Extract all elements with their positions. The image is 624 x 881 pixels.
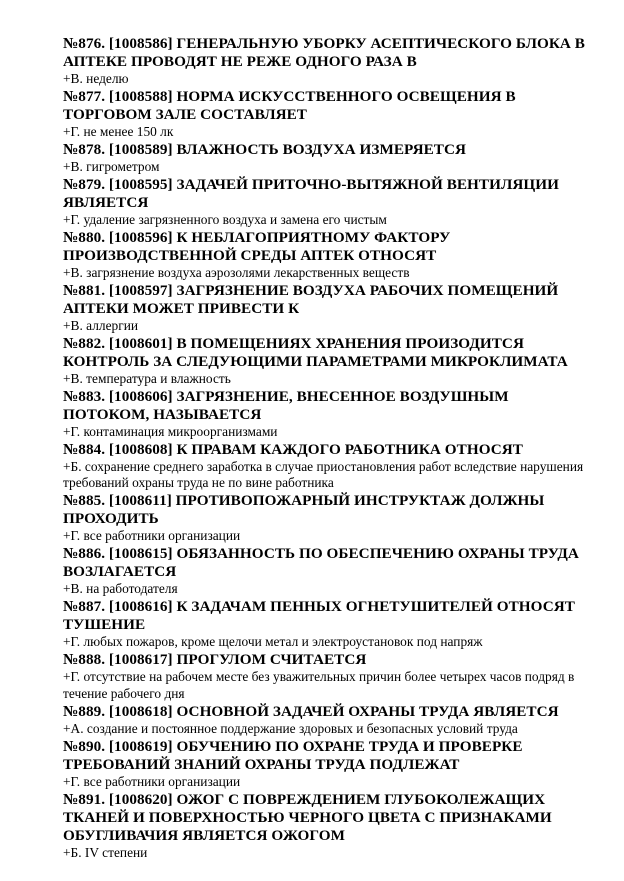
question-title: №889. [1008618] ОСНОВНОЙ ЗАДАЧЕЙ ОХРАНЫ ТРУДА ЯВЛЯЕТСЯ	[63, 702, 559, 720]
question-878	[63, 141, 594, 175]
question-answer: +В. загрязнение воздуха аэрозолями лекарственных веществ	[63, 265, 410, 280]
question-891	[63, 791, 594, 861]
question-890	[63, 738, 594, 790]
question-887	[63, 598, 594, 650]
question-title: №887. [1008616] К ЗАДАЧАМ ПЕННЫХ ОГНЕТУШИТЕЛЕЙ ОТНОСЯТ ТУШЕНИЕ	[63, 598, 575, 634]
question-877	[63, 88, 594, 140]
question-title: №888. [1008617] ПРОГУЛОМ СЧИТАЕТСЯ	[63, 651, 367, 669]
question-title: №885. [1008611] ПРОТИВОПОЖАРНЫЙ ИНСТРУКТАЖ ДОЛЖНЫ ПРОХОДИТЬ	[63, 492, 545, 528]
question-title: №883. [1008606] ЗАГРЯЗНЕНИЕ, ВНЕСЕННОЕ ВОЗДУШНЫМ ПОТОКОМ, НАЗЫВАЕТСЯ	[63, 388, 509, 423]
question-title: №891. [1008620] ОЖОГ С ПОВРЕЖДЕНИЕМ ГЛУБОКОЛЕЖАЩИХ ТКАНЕЙ И ПОВЕРХНОСТЬЮ ЧЕРНОГО ЦВЕТА С ПРИЗНАКАМИ ОБУГЛИВАЧИЯ ЯВЛЯЕТСЯ ОЖОГОМ	[63, 790, 552, 844]
question-title: №882. [1008601] В ПОМЕЩЕНИЯХ ХРАНЕНИЯ ПРОИЗОДИТСЯ КОНТРОЛЬ ЗА СЛЕДУЮЩИМИ ПАРАМЕТРАМИ МИКРОКЛИМАТА	[63, 335, 568, 370]
question-title: №881. [1008597] ЗАГРЯЗНЕНИЕ ВОЗДУХА РАБОЧИХ ПОМЕЩЕНИЙ АПТЕКИ МОЖЕТ ПРИВЕСТИ К	[63, 282, 559, 317]
question-881	[63, 282, 594, 334]
question-answer: +Г. все работники организации	[63, 773, 241, 789]
question-answer: +В. температура и влажность	[63, 371, 231, 386]
question-answer: +Г. все работники организации	[63, 528, 241, 544]
question-889	[63, 703, 594, 737]
question-answer: +Б. IV степени	[63, 844, 148, 860]
question-answer: +В. на работодателя	[63, 581, 178, 597]
question-title: №878. [1008589] ВЛАЖНОСТЬ ВОЗДУХА ИЗМЕРЯЕТСЯ	[63, 141, 467, 158]
question-title: №886. [1008615] ОБЯЗАННОСТЬ ПО ОБЕСПЕЧЕНИЮ ОХРАНЫ ТРУДА ВОЗЛАГАЕТСЯ	[63, 545, 579, 581]
question-876	[63, 35, 594, 87]
question-883	[63, 388, 594, 440]
question-title: №876. [1008586] ГЕНЕРАЛЬНУЮ УБОРКУ АСЕПТИЧЕСКОГО БЛОКА В АПТЕКЕ ПРОВОДЯТ НЕ РЕЖЕ ОДНОГО РАЗА В	[63, 35, 585, 70]
question-title: №877. [1008588] НОРМА ИСКУССТВЕННОГО ОСВЕЩЕНИЯ В ТОРГОВОМ ЗАЛЕ СОСТАВЛЯЕТ	[63, 88, 516, 123]
question-answer: +А. создание и постоянное поддержание здоровых и безопасных условий труда	[63, 720, 518, 736]
question-882	[63, 335, 594, 387]
question-answer: +Г. отсутствие на рабочем месте без уважительных причин более четырех часов подряд в течение рабочего дня	[63, 669, 575, 701]
question-884	[63, 441, 594, 492]
question-answer: +В. аллергии	[63, 318, 139, 333]
question-title: №880. [1008596] К НЕБЛАГОПРИЯТНОМУ ФАКТОРУ ПРОИЗВОДСТВЕННОЙ СРЕДЫ АПТЕК ОТНОСЯТ	[63, 229, 451, 264]
question-880	[63, 229, 594, 281]
question-title: №884. [1008608] К ПРАВАМ КАЖДОГО РАБОТНИКА ОТНОСЯТ	[63, 441, 523, 458]
question-answer: +Б. сохранение среднего заработка в случае приостановления работ вследствие нарушения требований охраны труда не по вине работника	[63, 459, 584, 491]
question-879	[63, 176, 594, 228]
question-885	[63, 492, 594, 544]
question-answer: +Г. удаление загрязненного воздуха и замена его чистым	[63, 212, 387, 227]
question-title: №879. [1008595] ЗАДАЧЕЙ ПРИТОЧНО-ВЫТЯЖНОЙ ВЕНТИЛЯЦИИ ЯВЛЯЕТСЯ	[63, 176, 559, 211]
question-888	[63, 651, 594, 702]
question-answer: +В. неделю	[63, 71, 129, 86]
question-886	[63, 545, 594, 597]
question-answer: +Г. контаминация микроорганизмами	[63, 424, 278, 439]
question-answer: +Г. не менее 150 лк	[63, 124, 174, 139]
question-answer: +В. гигрометром	[63, 159, 160, 174]
question-title: №890. [1008619] ОБУЧЕНИЮ ПО ОХРАНЕ ТРУДА И ПРОВЕРКЕ ТРЕБОВАНИЙ ЗНАНИЙ ОХРАНЫ ТРУДА ПОДЛЕЖАТ	[63, 737, 523, 773]
question-answer: +Г. любых пожаров, кроме щелочи метал и электроустановок под напряж	[63, 634, 483, 650]
